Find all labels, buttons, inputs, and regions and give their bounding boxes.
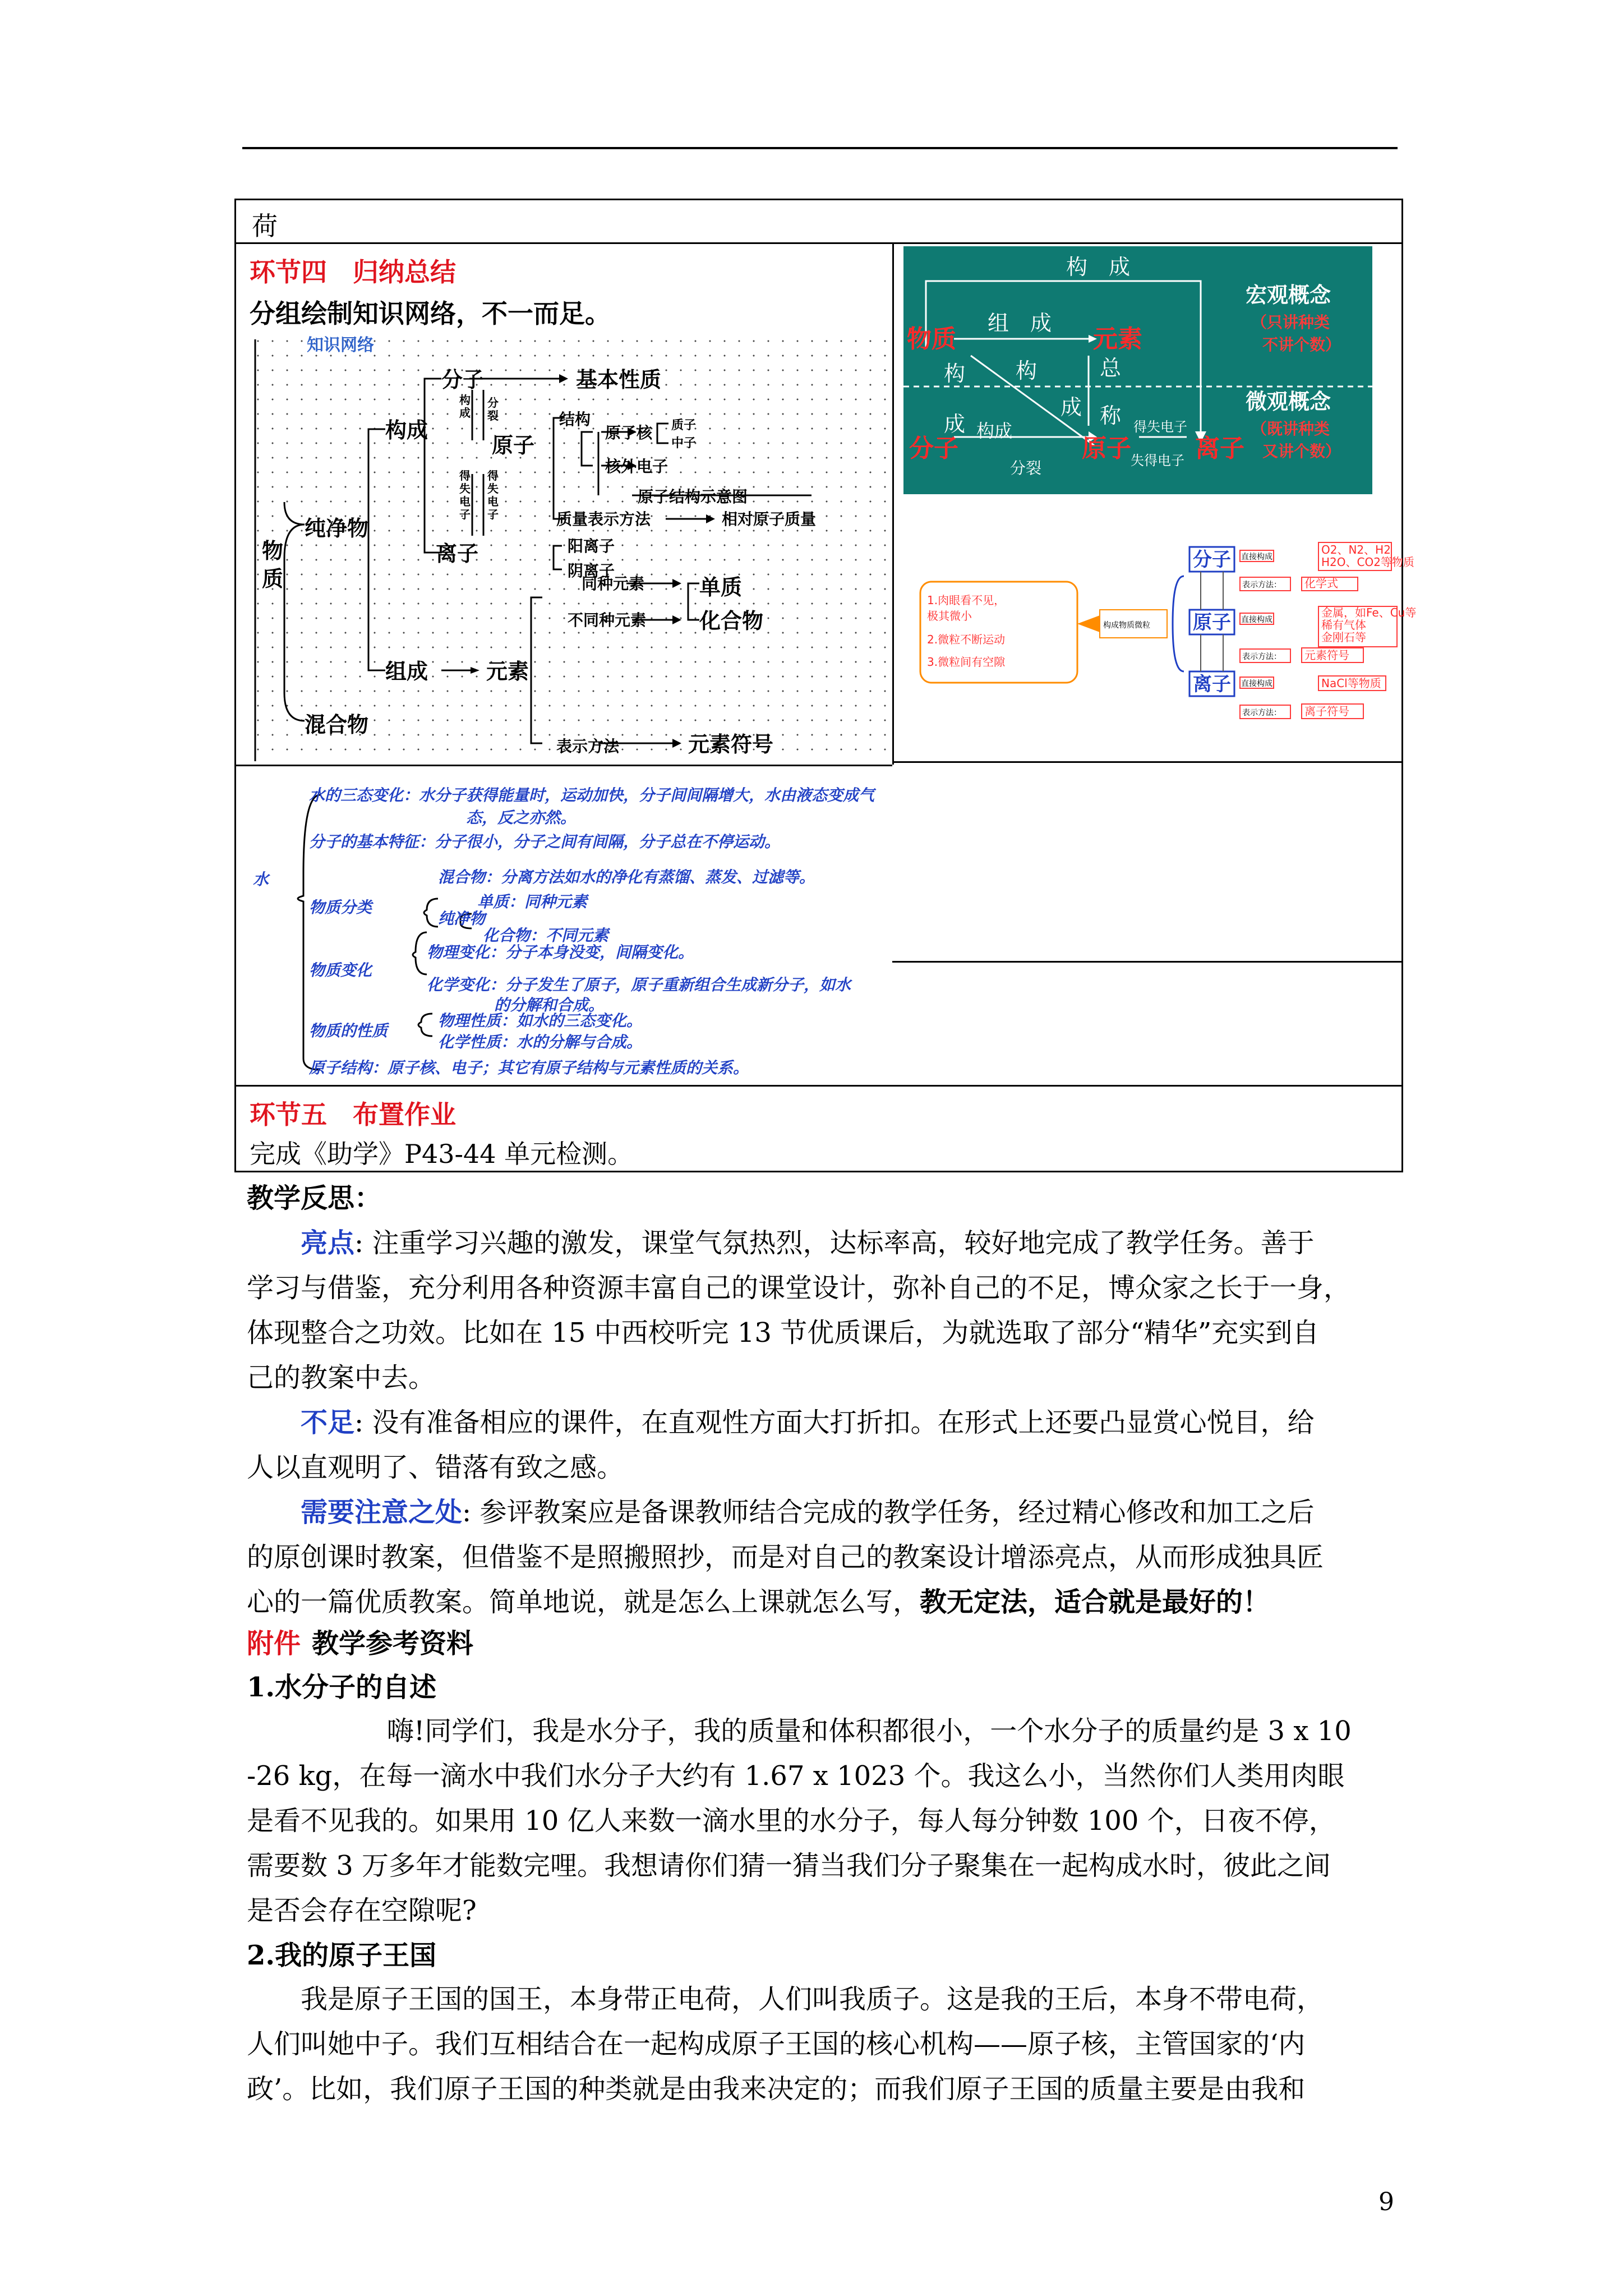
svg-text:中子: 中子 <box>671 436 697 450</box>
svg-text:元素: 元素 <box>486 659 529 684</box>
section4-text: 分组绘制知识网络，不一而足。 <box>250 298 611 329</box>
svg-text:分子: 分子 <box>909 434 958 463</box>
svg-text:不讲个数）: 不讲个数） <box>1262 335 1341 354</box>
svg-text:单质：同种元素: 单质：同种元素 <box>477 892 588 911</box>
row-divider <box>236 765 892 766</box>
svg-text:构成: 构成 <box>976 420 1013 441</box>
particle-diagram <box>909 537 1417 728</box>
svg-text:总: 总 <box>1100 356 1122 380</box>
appendix-section1-body: 嗨!同学们，我是水分子，我的质量和体积都很小，一个水分子的质量约是 3 x 10 -26 kg，在每一滴水中我们水分子大约有 1.67 x 1023 个。我这么小，当然你们人类用肉眼 是看不见我的。如果用 10 亿人来数一滴水里的水分子，每人每分钟数 100 个，日夜不停， 需要数 3 万多年才能数完哩。我想请你们猜一猜当我们分子聚集在一起构成水时，彼此之间 是否会存在空隙呢? <box>247 1715 1352 1926</box>
svg-text:化合物：不同元素: 化合物：不同元素 <box>483 926 609 945</box>
svg-text:元素符号: 元素符号 <box>1304 648 1349 662</box>
svg-text:组成: 组成 <box>385 659 428 684</box>
svg-text:分子的基本特征：分子很小，分子之间有间隔，分子总在不停运动。: 分子的基本特征：分子很小，分子之间有间隔，分子总在不停运动。 <box>309 832 781 851</box>
svg-text:原子: 原子 <box>1193 611 1231 634</box>
header-rule <box>242 147 1398 149</box>
svg-text:又讲个数）: 又讲个数） <box>1262 442 1341 461</box>
svg-text:得: 得 <box>487 469 499 482</box>
svg-text:直接构成: 直接构成 <box>1241 615 1272 624</box>
svg-text:物质分类: 物质分类 <box>309 898 372 917</box>
svg-text:原子结构示意图: 原子结构示意图 <box>638 487 748 506</box>
svg-text:成: 成 <box>459 406 471 420</box>
svg-text:表示方法：: 表示方法： <box>1242 652 1281 661</box>
row-divider <box>236 1085 1401 1087</box>
svg-text:化学性质：水的分解与合成。: 化学性质：水的分解与合成。 <box>438 1033 643 1051</box>
section5-title: 环节五 布置作业 <box>250 1099 456 1130</box>
appendix-section2-body: 我是原子王国的国王，本身带正电荷，人们叫我质子。这是我的王后，本身不带电荷， 人们叫她中子。我们互相结合在一起构成原子王国的核心机构——原子核，主管国家的‘内 政’。比如，我们原子王国的种类就是由我来决定的；而我们原子王国的质量主要是由我和 <box>247 1984 1324 2105</box>
reflection-title: 教学反思： <box>247 1182 382 1214</box>
svg-text:成: 成 <box>1061 395 1082 420</box>
svg-text:电: 电 <box>459 495 471 508</box>
svg-text:物理变化：分子本身没变，间隔变化。: 物理变化：分子本身没变，间隔变化。 <box>427 943 694 961</box>
row-divider <box>236 242 1401 244</box>
svg-text:离子: 离子 <box>1193 673 1231 696</box>
svg-text:态，反之亦然。: 态，反之亦然。 <box>466 808 577 827</box>
svg-text:宏观概念: 宏观概念 <box>1246 283 1331 307</box>
svg-text:3.微粒间有空隙: 3.微粒间有空隙 <box>927 655 1006 669</box>
svg-text:不同种元素: 不同种元素 <box>568 611 647 629</box>
svg-text:分子: 分子 <box>1193 549 1231 571</box>
svg-text:原子结构：原子核、电子；其它有原子结构与元素性质的关系。: 原子结构：原子核、电子；其它有原子结构与元素性质的关系。 <box>309 1059 749 1077</box>
svg-text:O2、N2、H2: O2、N2、H2 <box>1321 543 1391 556</box>
svg-text:表示方法：: 表示方法： <box>1242 581 1281 590</box>
water-knowledge-diagram <box>247 772 1145 1081</box>
svg-text:失得电子: 失得电子 <box>1131 453 1184 468</box>
svg-text:构: 构 <box>459 393 471 407</box>
appendix-section1-title: 1.水分子的自述 <box>247 1672 437 1703</box>
svg-text:化学变化：分子发生了原子，原子重新组合生成新分子，如水: 化学变化：分子发生了原子，原子重新组合生成新分子，如水 <box>427 976 851 994</box>
svg-text:物理性质：如水的三态变化。: 物理性质：如水的三态变化。 <box>438 1011 643 1030</box>
svg-text:构 成: 构 成 <box>1066 255 1131 279</box>
svg-text:表示方法：: 表示方法： <box>1242 708 1281 717</box>
svg-text:单质: 单质 <box>699 575 743 600</box>
svg-text:直接构成: 直接构成 <box>1241 553 1272 562</box>
svg-text:（只讲种类: （只讲种类 <box>1251 313 1330 332</box>
root-label-1: 物 <box>262 539 284 563</box>
svg-text:相对原子质量: 相对原子质量 <box>722 510 817 528</box>
svg-text:离子符号: 离子符号 <box>1304 705 1349 718</box>
svg-text:电: 电 <box>487 495 499 508</box>
svg-text:纯净物: 纯净物 <box>438 909 486 928</box>
svg-text:1.肉眼看不见，: 1.肉眼看不见， <box>927 593 1006 607</box>
svg-text:金刚石等: 金刚石等 <box>1321 631 1366 644</box>
svg-text:微观概念: 微观概念 <box>1246 389 1331 414</box>
svg-text:裂: 裂 <box>487 409 499 422</box>
section5-text: 完成《助学》P43-44 单元检测。 <box>250 1139 634 1169</box>
svg-text:水: 水 <box>253 870 269 889</box>
svg-text:子: 子 <box>459 508 471 521</box>
svg-text:（既讲种类: （既讲种类 <box>1251 420 1330 438</box>
svg-text:混合物: 混合物 <box>305 712 369 737</box>
svg-text:元素符号: 元素符号 <box>688 732 774 757</box>
svg-text:分: 分 <box>487 396 499 409</box>
appendix-heading: 附件 教学参考资料 <box>247 1628 474 1659</box>
svg-text:构成: 构成 <box>385 418 428 443</box>
svg-text:金属，如Fe、Cu等: 金属，如Fe、Cu等 <box>1321 606 1417 619</box>
svg-text:构成物质微粒: 构成物质微粒 <box>1103 621 1150 630</box>
svg-text:分子: 分子 <box>441 367 485 392</box>
svg-text:质量表示方法: 质量表示方法 <box>556 510 651 528</box>
svg-text:质子: 质子 <box>671 418 697 432</box>
svg-text:纯净物: 纯净物 <box>305 516 369 541</box>
knowledge-network-diagram <box>251 334 889 761</box>
svg-text:混合物：分离方法如水的净化有蒸馏、蒸发、过滤等。: 混合物：分离方法如水的净化有蒸馏、蒸发、过滤等。 <box>438 868 815 886</box>
svg-text:同种元素: 同种元素 <box>582 574 645 593</box>
svg-text:离子: 离子 <box>1195 434 1244 463</box>
svg-text:原子: 原子 <box>1082 434 1131 463</box>
svg-text:子: 子 <box>487 508 499 521</box>
col-divider <box>892 242 894 765</box>
svg-text:元素: 元素 <box>1093 325 1142 353</box>
svg-text:稀有气体: 稀有气体 <box>1321 618 1366 632</box>
cell-divider <box>892 761 1401 763</box>
row1-text: 荷 <box>252 211 278 241</box>
svg-text:化合物: 化合物 <box>699 609 764 633</box>
svg-text:物质的性质: 物质的性质 <box>309 1022 388 1040</box>
reflection-note: 需要注意之处: 参评教案应是备课教师结合完成的教学任务，经过精心修改和加工之后 的原创课时教案，但借鉴不是照搬照抄，而是对自己的教案设计增添亮点，从而形成独具匠 心的一篇优质教案。简单地说，就是怎么上课就怎么写，教无定法，适合就是最好的！ <box>247 1497 1324 1618</box>
diagram1-header: 知识网络 <box>307 335 374 355</box>
svg-text:物质: 物质 <box>907 325 956 353</box>
svg-text:原子: 原子 <box>492 433 535 458</box>
reflection-highlight: 亮点: 注重学习兴趣的激发，课堂气氛热烈，达标率高，较好地完成了教学任务。善于 学习与借鉴，充分利用各种资源丰富自己的课堂设计，弥补自己的不足，博众家之长于一身， 体现整合之功效。比如在 15 中西校听完 13 节优质课后，为就选取了部分“精华”充实到自 己的教案中去。 <box>247 1227 1351 1393</box>
svg-text:称: 称 <box>1100 403 1122 428</box>
svg-text:物质变化: 物质变化 <box>309 961 372 979</box>
svg-text:直接构成: 直接构成 <box>1241 679 1272 688</box>
root-label-2: 质 <box>262 567 284 591</box>
svg-text:的分解和合成。: 的分解和合成。 <box>494 996 605 1014</box>
lesson-table <box>234 199 1417 1172</box>
svg-text:得: 得 <box>459 469 471 482</box>
macro-micro-diagram <box>903 246 1372 494</box>
svg-text:阳离子: 阳离子 <box>568 537 615 555</box>
svg-text:结构: 结构 <box>559 410 591 429</box>
svg-text:得失电子: 得失电子 <box>1133 419 1187 435</box>
svg-text:极其微小: 极其微小 <box>927 609 972 623</box>
svg-text:分裂: 分裂 <box>1010 459 1042 477</box>
svg-text:2.微粒不断运动: 2.微粒不断运动 <box>927 633 1006 646</box>
svg-text:H2O、CO2等物质: H2O、CO2等物质 <box>1321 555 1414 569</box>
svg-text:构: 构 <box>1016 358 1038 383</box>
reflection-weak: 不足: 没有准备相应的课件，在直观性方面大打折扣。在形式上还要凸显赏心悦目，给 人以直观明了、错落有致之感。 <box>247 1407 1315 1483</box>
svg-text:原子核: 原子核 <box>605 424 653 442</box>
appendix-section2-title: 2.我的原子王国 <box>247 1940 437 1971</box>
svg-text:组 成: 组 成 <box>988 311 1052 335</box>
svg-text:失: 失 <box>487 482 499 495</box>
svg-text:构: 构 <box>944 361 966 386</box>
svg-text:成: 成 <box>944 412 966 436</box>
svg-text:水的三态变化：水分子获得能量时，运动加快，分子间间隔增大，水: 水的三态变化：水分子获得能量时，运动加快，分子间间隔增大，水由液态变成气 <box>309 786 875 804</box>
svg-text:核外电子: 核外电子 <box>605 457 668 476</box>
section4-title: 环节四 归纳总结 <box>250 257 456 287</box>
svg-text:NaCl等物质: NaCl等物质 <box>1321 677 1381 690</box>
svg-text:离子: 离子 <box>436 541 479 566</box>
svg-text:失: 失 <box>459 482 471 495</box>
page-number: 9 <box>1378 2188 1394 2216</box>
svg-text:阴离子: 阴离子 <box>568 562 615 580</box>
svg-text:表示方法: 表示方法 <box>556 737 620 756</box>
svg-text:基本性质: 基本性质 <box>576 367 662 392</box>
svg-text:化学式: 化学式 <box>1304 577 1338 590</box>
